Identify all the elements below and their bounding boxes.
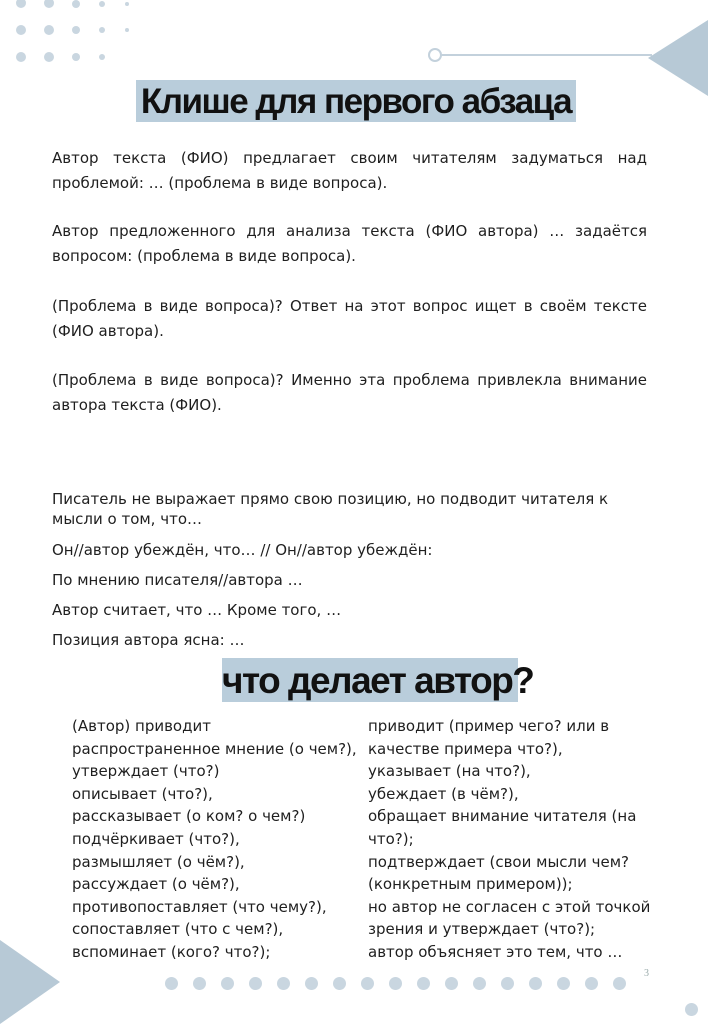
decor-dot [44,0,54,8]
decor-dot [305,977,318,990]
list-item: рассуждает (о чём?), [72,875,240,894]
decor-dot [44,52,54,62]
author-position-line: Писатель не выражает прямо свою позицию, но подводит читателя к мысли о том, что… [52,490,609,528]
list-item: качестве примера что?), [368,739,563,758]
decor-dot [473,977,486,990]
author-position-line: Он//автор убеждён, что… // Он//автор убеждён: [52,541,433,559]
decor-dot [99,54,105,60]
decor-triangle-bottom [0,940,60,1024]
heading-what-author-does: что делает автор? [222,660,534,701]
decor-dot [557,977,570,990]
decor-dot [361,977,374,990]
decor-dot [16,25,26,35]
decor-dot [333,977,346,990]
list-item: подчёркивает (что?), [72,829,240,848]
decor-dot [277,977,290,990]
decor-dot [193,977,206,990]
list-item: размышляет (о чём?), [72,852,245,871]
decor-dot [16,52,26,62]
decor-dot [445,977,458,990]
heading-first-paragraph-cliches: Клише для первого абзаца [136,80,576,122]
paragraph: Автор предложенного для анализа текста (ФИО автора) … задаётся вопросом: (проблема в виде вопроса). [52,222,647,265]
decor-dot [613,977,626,990]
decor-ring [428,48,442,62]
decor-dot [585,977,598,990]
author-position-line: Автор считает, что … Кроме того, … [52,601,342,619]
page-number: 3 [644,968,649,979]
list-item: (Автор) приводит [72,717,211,735]
decor-dot [125,28,129,32]
decor-dot [529,977,542,990]
decor-dot [72,26,80,34]
verbs-left-column [72,715,362,964]
decor-dot [165,977,178,990]
list-item: противопоставляет (что чему?), [72,897,327,916]
list-item: автор объясняет это тем, что … [368,942,623,961]
list-item: подтверждает (свои мысли чем? [368,852,630,871]
list-item: сопоставляет (что с чем?), [72,920,284,939]
list-item: утверждает (что?) [72,762,220,781]
decor-dot [72,0,80,8]
list-item: обращает внимание читателя (на [368,807,637,826]
list-item: (конкретным примером)); [368,875,573,894]
list-item: описывает (что?), [72,784,213,803]
decor-dot [99,1,105,7]
decor-dot [249,977,262,990]
decor-dot [501,977,514,990]
decor-dot [44,25,54,35]
decor-dot [125,2,129,6]
list-item: зрения и утверждает (что?); [368,920,596,939]
decor-dot [72,53,80,61]
decor-line [436,54,652,56]
author-position-line: Позиция автора ясна: … [52,631,245,649]
list-item: что?); [368,829,414,848]
paragraph: (Проблема в виде вопроса)? Именно эта проблема привлекла внимание автора текста (ФИО). [52,371,647,414]
decor-dot [685,1003,698,1016]
decor-dot [99,27,105,33]
decor-dot [417,977,430,990]
decor-triangle-top [648,20,708,96]
list-item: приводит (пример чего? или в [368,717,610,735]
list-item: распространенное мнение (о чем?), [72,739,357,758]
list-item: указывает (на что?), [368,762,531,781]
paragraph: Автор текста (ФИО) предлагает своим читателям задуматься над проблемой: … (проблема в виде вопроса). [52,149,647,192]
list-item: убеждает (в чём?), [368,784,519,803]
list-item: рассказывает (о ком? о чем?) [72,807,306,826]
decor-dot [221,977,234,990]
decor-dot [16,0,26,8]
verbs-right-column [368,715,658,964]
list-item: но автор не согласен с этой точкой [368,897,651,916]
decor-dot [389,977,402,990]
author-position-line: По мнению писателя//автора … [52,571,303,589]
paragraph: (Проблема в виде вопроса)? Ответ на этот вопрос ищет в своём тексте (ФИО автора). [52,297,647,340]
list-item: вспоминает (кого? что?); [72,942,271,961]
